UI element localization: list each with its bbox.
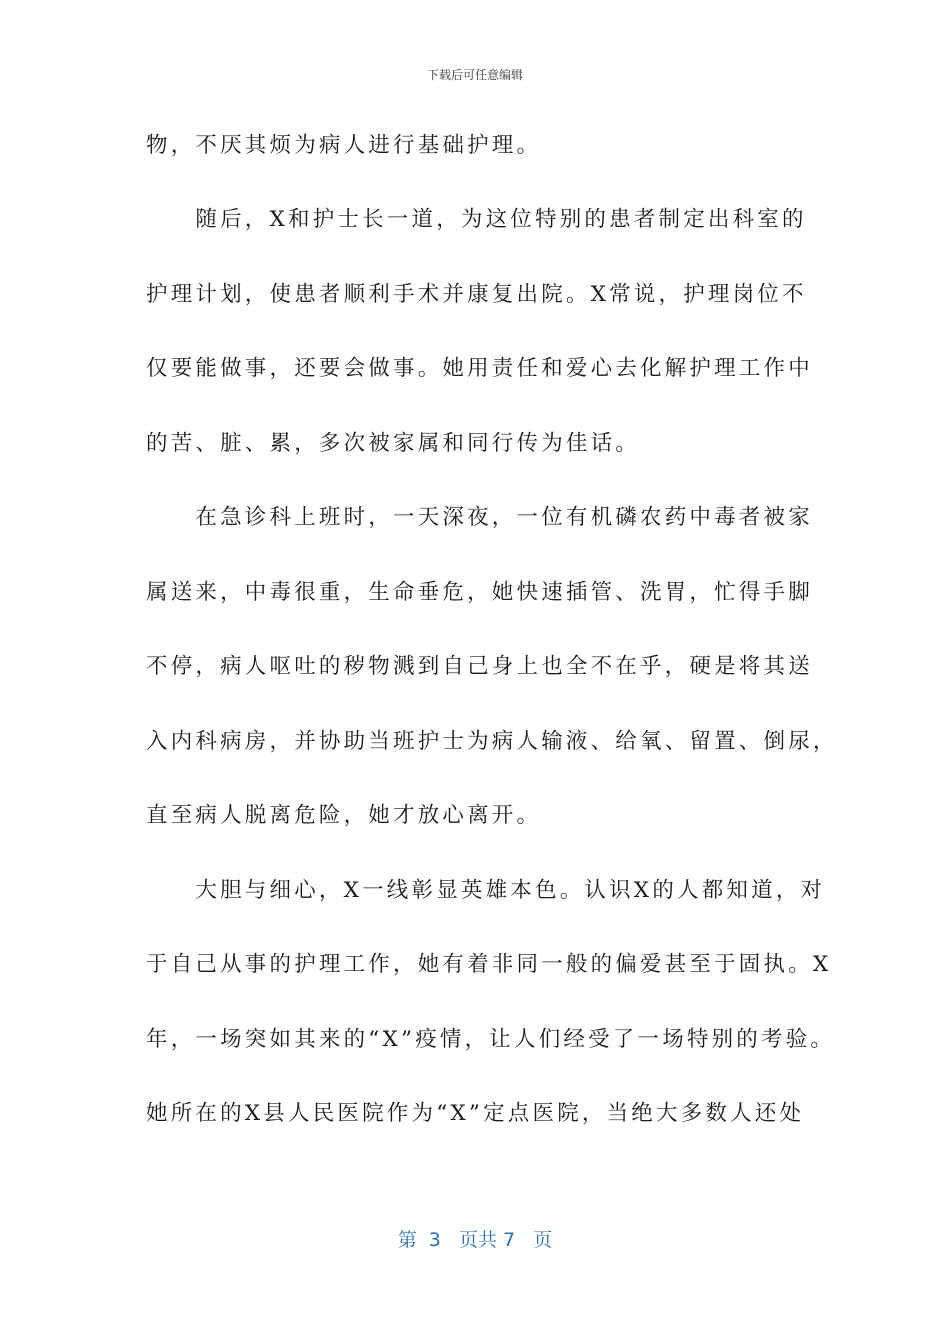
text-line: 入内科病房，并协助当班护士为病人输液、给氧、留置、倒尿， bbox=[146, 729, 838, 754]
text-line: 护理计划，使患者顺利手术并康复出院。X常说，护理岗位不 bbox=[146, 282, 807, 307]
text-line: 年，一场突如其来的“X”疫情，让人们经受了一场特别的考验。 bbox=[146, 1027, 836, 1052]
text-line: 仅要能做事，还要会做事。她用责任和爱心去化解护理工作中 bbox=[146, 356, 813, 381]
text-line: 随后，X和护士长一道，为这位特别的患者制定出科室的 bbox=[146, 207, 807, 232]
text-line: 她所在的X县人民医院作为“X”定点医院，当绝大多数人还处 bbox=[146, 1101, 805, 1126]
text-line: 大胆与细心，X一线彰显英雄本色。认识X的人都知道，对 bbox=[146, 878, 826, 903]
page-number-footer: 第 3 页共 7 页 bbox=[397, 1229, 553, 1251]
text-line: 属送来，中毒很重，生命垂危，她快速插管、洗胃，忙得手脚 bbox=[146, 580, 813, 605]
text-line: 直至病人脱离危险，她才放心离开。 bbox=[146, 803, 542, 828]
text-line: 于自己从事的护理工作，她有着非同一般的偏爱甚至于固执。X bbox=[146, 952, 832, 977]
text-line: 的苦、脏、累，多次被家属和同行传为佳话。 bbox=[146, 431, 641, 456]
text-line: 不停，病人呕吐的秽物溅到自己身上也全不在乎，硬是将其送 bbox=[146, 654, 813, 679]
text-line: 物，不厌其烦为病人进行基础护理。 bbox=[146, 133, 542, 158]
page-header: 下载后可任意编辑 bbox=[426, 68, 523, 82]
text-line: 在急诊科上班时，一天深夜，一位有机磷农药中毒者被家 bbox=[146, 505, 813, 530]
